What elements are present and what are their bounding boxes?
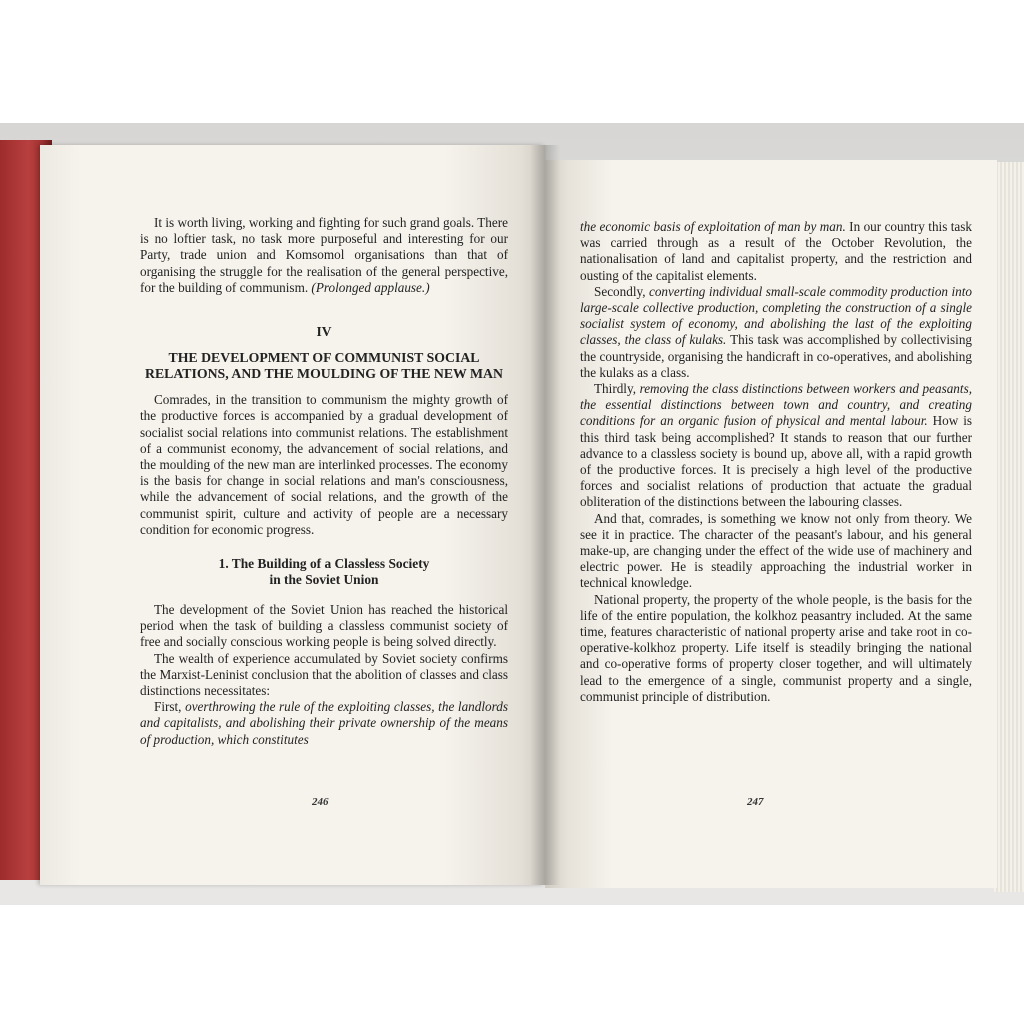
left-paragraph-1: It is worth living, working and fighting for such grand goals. There is no loftier task, no task more purposeful and interesting for our Party, trade union and Komsomol organisations than that of organising the struggle for the realisation of the general perspective, for the building of communism. (Prolonged applause.) bbox=[140, 215, 508, 295]
left-paragraph-2: Comrades, in the transition to communism the mighty growth of the productive forces is accompanied by a gradual development of socialist social relations into communist relations. The establishment of a communist economy, the advancement of social relations, and the moulding of the new man are interlinked processes. The economy is the basis for change in social relations and man's consciousness, while the advancement of social relations, and the growth of the communist spirit, culture and activity of people are a necessary condition for economic progress. bbox=[140, 392, 508, 537]
left-page-number: 246 bbox=[312, 796, 329, 808]
left-page-text bbox=[140, 215, 508, 748]
section-heading: THE DEVELOPMENT OF COMMUNIST SOCIAL RELATIONS, AND THE MOULDING OF THE NEW MAN bbox=[144, 350, 503, 382]
left-paragraph-4: The wealth of experience accumulated by Soviet society confirms the Marxist-Leninist conclusion that the abolition of classes and class distinctions necessitates: bbox=[140, 650, 508, 699]
right-page-text bbox=[580, 219, 972, 705]
book-gutter bbox=[530, 145, 560, 885]
section-numeral: IV bbox=[316, 324, 332, 340]
subsection-heading: 1. The Building of a Classless Society in the Soviet Union bbox=[218, 556, 430, 588]
right-paragraph-4: And that, comrades, is something we know not only from theory. We see it in practice. The character of the peasant's labour, and his general make-up, are changing under the effect of the wide use of machinery and electric power. He is steadily approaching the industrial worker in technical knowledge. bbox=[580, 510, 972, 591]
right-paragraph-1: the economic basis of exploitation of man by man. In our country this task was carried through as a result of the October Revolution, the nationalisation of land and capitalist property, and the restriction and ousting of the capitalist elements. bbox=[580, 219, 972, 283]
right-paragraph-2: Secondly, converting individual small-scale commodity production into large-scale collective production, completing the construction of a single socialist system of economy, and abolishing the last of the exploiting classes, the class of kulaks. This task was accomplished by collectivising the countryside, organising the handicraft in co-operatives, and abolishing the kulaks as a class. bbox=[580, 283, 973, 380]
right-paragraph-5: National property, the property of the whole people, is the basis for the life of the entire population, the kolkhoz peasantry included. At the same time, features characteristic of national property arise and take root in co-operative-kolkhoz property. Life itself is steadily bringing the national and co-operative forms of property closer together, and will ultimately lead to the emergence of a single, communist property and a single, communist principle of distribution. bbox=[580, 591, 972, 704]
left-paragraph-5: First, overthrowing the rule of the exploiting classes, the landlords and capitalists, and abolishing their private ownership of the means of production, which constitutes bbox=[140, 699, 508, 747]
right-page-number: 247 bbox=[747, 796, 764, 808]
left-paragraph-3: The development of the Soviet Union has reached the historical period when the task of building a classless communist society of free and socially conscious working people is being solved directly. bbox=[140, 602, 508, 650]
page-block-edge bbox=[994, 162, 1024, 892]
right-paragraph-3: Thirdly, removing the class distinctions between workers and peasants, the essential distinctions between town and country, and creating conditions for an organic fusion of physical and mental labour. How is this third task being accomplished? It stands to reason that our further advance to a classless society is bound up, above all, with a rapid growth of the productive forces. It is precisely a high level of the productive forces and socialist relations of production that actuate the gradual obliteration of the distinctions between the labouring classes. bbox=[580, 381, 972, 510]
